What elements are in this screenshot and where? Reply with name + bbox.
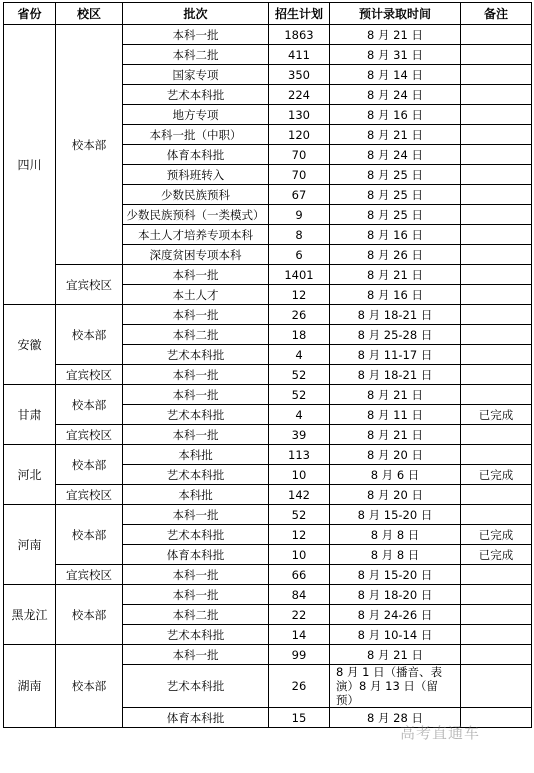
campus-cell: 校本部 [56, 585, 123, 645]
plan-cell: 26 [269, 305, 330, 325]
batch-cell: 本土人才 [123, 285, 269, 305]
plan-cell: 12 [269, 525, 330, 545]
table-row [4, 365, 532, 385]
plan-cell: 39 [269, 425, 330, 445]
admission-time-cell: 8 月 25 日 [330, 185, 461, 205]
plan-cell: 52 [269, 385, 330, 405]
admission-time-cell: 8 月 10-14 日 [330, 625, 461, 645]
admission-time-cell: 8 月 25 日 [330, 205, 461, 225]
plan-cell: 142 [269, 485, 330, 505]
campus-cell: 宜宾校区 [56, 565, 123, 585]
table-header-row [4, 3, 532, 25]
table-row [4, 25, 532, 45]
admission-schedule-table [3, 2, 532, 728]
admission-time-cell: 8 月 6 日 [330, 465, 461, 485]
plan-cell: 26 [269, 665, 330, 708]
plan-cell: 113 [269, 445, 330, 465]
plan-cell: 6 [269, 245, 330, 265]
note-cell [461, 265, 532, 285]
note-cell [461, 305, 532, 325]
plan-cell: 70 [269, 145, 330, 165]
header-note: 备注 [461, 3, 532, 25]
plan-cell: 350 [269, 65, 330, 85]
note-cell [461, 505, 532, 525]
batch-cell: 少数民族预科 [123, 185, 269, 205]
note-cell: 已完成 [461, 405, 532, 425]
batch-cell: 艺术本科批 [123, 525, 269, 545]
plan-cell: 120 [269, 125, 330, 145]
admission-time-cell: 8 月 21 日 [330, 25, 461, 45]
note-cell [461, 45, 532, 65]
note-cell [461, 365, 532, 385]
batch-cell: 本科二批 [123, 605, 269, 625]
batch-cell: 艺术本科批 [123, 465, 269, 485]
note-cell [461, 345, 532, 365]
plan-cell: 10 [269, 545, 330, 565]
batch-cell: 本科一批 [123, 365, 269, 385]
note-cell [461, 105, 532, 125]
note-cell [461, 165, 532, 185]
campus-cell: 校本部 [56, 25, 123, 265]
campus-cell: 校本部 [56, 505, 123, 565]
plan-cell: 84 [269, 585, 330, 605]
plan-cell: 1863 [269, 25, 330, 45]
note-cell [461, 645, 532, 665]
batch-cell: 本科一批 [123, 645, 269, 665]
note-cell [461, 125, 532, 145]
admission-time-cell: 8 月 16 日 [330, 225, 461, 245]
plan-cell: 130 [269, 105, 330, 125]
plan-cell: 12 [269, 285, 330, 305]
batch-cell: 体育本科批 [123, 708, 269, 728]
province-cell: 四川 [4, 25, 56, 305]
note-cell [461, 605, 532, 625]
note-cell [461, 425, 532, 445]
header-admission-time: 预计录取时间 [330, 3, 461, 25]
admission-time-cell: 8 月 20 日 [330, 485, 461, 505]
note-cell: 已完成 [461, 525, 532, 545]
note-cell [461, 445, 532, 465]
plan-cell: 9 [269, 205, 330, 225]
admission-time-cell: 8 月 8 日 [330, 525, 461, 545]
plan-cell: 10 [269, 465, 330, 485]
admission-time-cell: 8 月 15-20 日 [330, 565, 461, 585]
batch-cell: 本科批 [123, 485, 269, 505]
note-cell [461, 385, 532, 405]
watermark-text: 高考直通车 [400, 724, 481, 742]
admission-time-cell: 8 月 8 日 [330, 545, 461, 565]
batch-cell: 本科一批 [123, 385, 269, 405]
plan-cell: 99 [269, 645, 330, 665]
admission-time-cell: 8 月 18-20 日 [330, 585, 461, 605]
batch-cell: 本科一批 [123, 505, 269, 525]
header-batch: 批次 [123, 3, 269, 25]
note-cell [461, 65, 532, 85]
campus-cell: 校本部 [56, 445, 123, 485]
table-row [4, 265, 532, 285]
note-cell [461, 285, 532, 305]
admission-time-cell: 8 月 16 日 [330, 285, 461, 305]
header-campus: 校区 [56, 3, 123, 25]
table-row [4, 485, 532, 505]
province-cell: 湖南 [4, 645, 56, 728]
plan-cell: 70 [269, 165, 330, 185]
campus-cell: 宜宾校区 [56, 265, 123, 305]
batch-cell: 本科一批 [123, 25, 269, 45]
note-cell: 已完成 [461, 465, 532, 485]
plan-cell: 22 [269, 605, 330, 625]
batch-cell: 本科二批 [123, 45, 269, 65]
batch-cell: 本科一批 [123, 305, 269, 325]
admission-time-cell: 8 月 21 日 [330, 125, 461, 145]
note-cell [461, 185, 532, 205]
table-row [4, 385, 532, 405]
plan-cell: 224 [269, 85, 330, 105]
table-row [4, 645, 532, 665]
batch-cell: 艺术本科批 [123, 405, 269, 425]
note-cell [461, 565, 532, 585]
batch-cell: 艺术本科批 [123, 85, 269, 105]
admission-time-cell: 8 月 24 日 [330, 85, 461, 105]
batch-cell: 国家专项 [123, 65, 269, 85]
batch-cell: 本科一批（中职） [123, 125, 269, 145]
plan-cell: 52 [269, 365, 330, 385]
table-row [4, 425, 532, 445]
admission-time-cell: 8 月 28 日 [330, 708, 461, 728]
batch-cell: 体育本科批 [123, 145, 269, 165]
table-row [4, 505, 532, 525]
batch-cell: 本科一批 [123, 265, 269, 285]
admission-time-cell: 8 月 18-21 日 [330, 305, 461, 325]
table-row [4, 585, 532, 605]
batch-cell: 本科一批 [123, 425, 269, 445]
admission-time-cell: 8 月 21 日 [330, 645, 461, 665]
plan-cell: 67 [269, 185, 330, 205]
plan-cell: 66 [269, 565, 330, 585]
plan-cell: 8 [269, 225, 330, 245]
note-cell [461, 85, 532, 105]
admission-time-cell: 8 月 18-21 日 [330, 365, 461, 385]
admission-time-cell: 8 月 21 日 [330, 265, 461, 285]
plan-cell: 15 [269, 708, 330, 728]
note-cell [461, 665, 532, 708]
note-cell [461, 325, 532, 345]
admission-time-cell: 8 月 16 日 [330, 105, 461, 125]
admission-time-cell: 8 月 20 日 [330, 445, 461, 465]
admission-time-cell: 8 月 25-28 日 [330, 325, 461, 345]
admission-time-cell: 8 月 24 日 [330, 145, 461, 165]
note-cell [461, 485, 532, 505]
admission-time-cell: 8 月 14 日 [330, 65, 461, 85]
campus-cell: 宜宾校区 [56, 425, 123, 445]
note-cell [461, 708, 532, 728]
note-cell: 已完成 [461, 545, 532, 565]
note-cell [461, 25, 532, 45]
note-cell [461, 205, 532, 225]
admission-time-cell: 8 月 26 日 [330, 245, 461, 265]
batch-cell: 地方专项 [123, 105, 269, 125]
plan-cell: 18 [269, 325, 330, 345]
batch-cell: 本科一批 [123, 585, 269, 605]
plan-cell: 52 [269, 505, 330, 525]
note-cell [461, 625, 532, 645]
batch-cell: 预科班转入 [123, 165, 269, 185]
batch-cell: 少数民族预科（一类模式） [123, 205, 269, 225]
campus-cell: 宜宾校区 [56, 485, 123, 505]
campus-cell: 校本部 [56, 385, 123, 425]
province-cell: 河北 [4, 445, 56, 505]
province-cell: 河南 [4, 505, 56, 585]
batch-cell: 本科二批 [123, 325, 269, 345]
admission-time-cell: 8 月 11 日 [330, 405, 461, 425]
batch-cell: 艺术本科批 [123, 665, 269, 708]
table-row [4, 565, 532, 585]
note-cell [461, 225, 532, 245]
plan-cell: 14 [269, 625, 330, 645]
province-cell: 黑龙江 [4, 585, 56, 645]
plan-cell: 4 [269, 405, 330, 425]
plan-cell: 4 [269, 345, 330, 365]
admission-time-cell: 8 月 31 日 [330, 45, 461, 65]
admission-time-cell: 8 月 11-17 日 [330, 345, 461, 365]
batch-cell: 深度贫困专项本科 [123, 245, 269, 265]
plan-cell: 411 [269, 45, 330, 65]
campus-cell: 校本部 [56, 645, 123, 728]
admission-time-cell: 8 月 15-20 日 [330, 505, 461, 525]
batch-cell: 艺术本科批 [123, 625, 269, 645]
table-body [4, 25, 532, 728]
province-cell: 甘肃 [4, 385, 56, 445]
admission-time-cell: 8 月 21 日 [330, 425, 461, 445]
batch-cell: 本土人才培养专项本科 [123, 225, 269, 245]
table-row [4, 305, 532, 325]
province-cell: 安徽 [4, 305, 56, 385]
note-cell [461, 245, 532, 265]
table-row [4, 445, 532, 465]
campus-cell: 校本部 [56, 305, 123, 365]
batch-cell: 本科批 [123, 445, 269, 465]
header-plan: 招生计划 [269, 3, 330, 25]
admission-time-cell: 8 月 1 日（播音、表演）8 月 13 日（留 预） [330, 665, 461, 708]
note-cell [461, 145, 532, 165]
batch-cell: 体育本科批 [123, 545, 269, 565]
admission-time-cell: 8 月 21 日 [330, 385, 461, 405]
note-cell [461, 585, 532, 605]
batch-cell: 艺术本科批 [123, 345, 269, 365]
plan-cell: 1401 [269, 265, 330, 285]
batch-cell: 本科一批 [123, 565, 269, 585]
admission-time-cell: 8 月 25 日 [330, 165, 461, 185]
header-province: 省份 [4, 3, 56, 25]
admission-time-cell: 8 月 24-26 日 [330, 605, 461, 625]
campus-cell: 宜宾校区 [56, 365, 123, 385]
